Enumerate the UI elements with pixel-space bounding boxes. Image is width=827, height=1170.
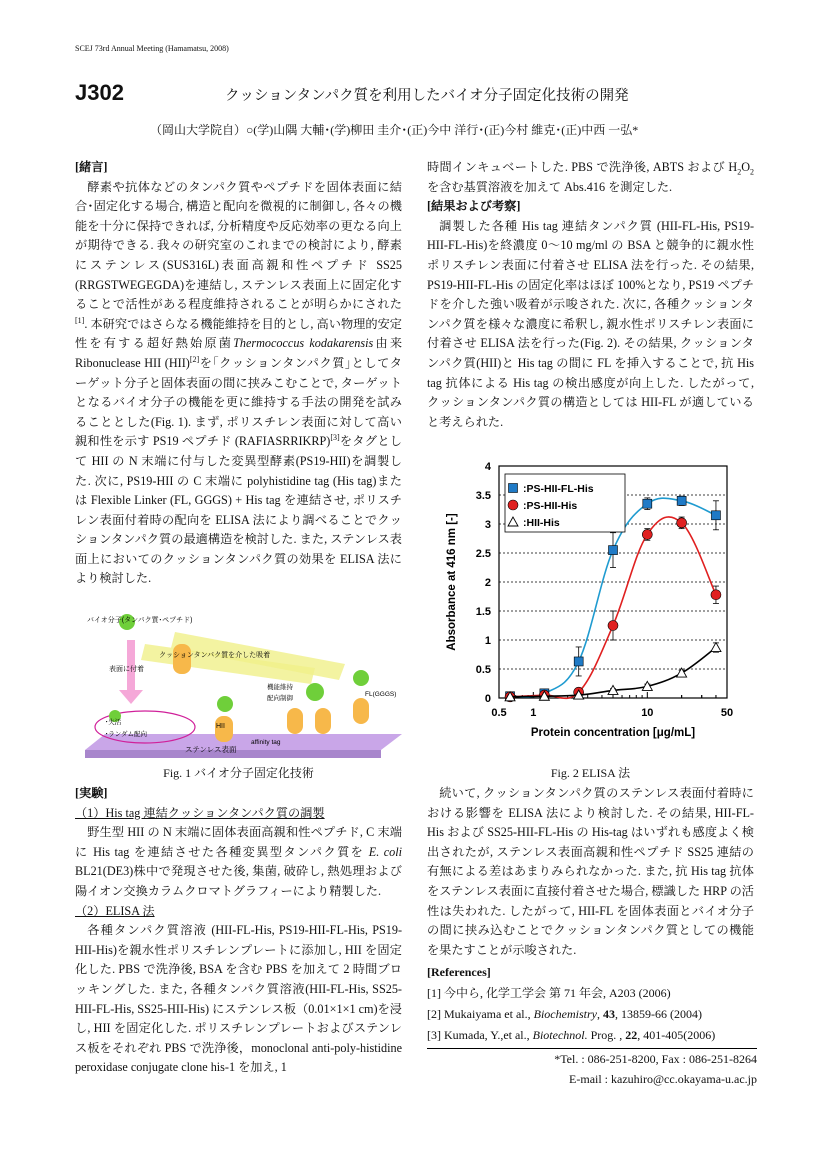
experiment-heading: [実験] [75,786,108,800]
y-tick-label: 1.5 [475,606,491,618]
intro-paragraph: 酵素や抗体などのタンパク質やペプチドを固体表面に結合･固定化する場合, 構造と配向を微視的に制御し, 各々の機能を十分に保持できれば, 分析精度や反応効率の更なる向上が期待できる. 我々の研究室のこれまでの検討により, 酵素にステンレス(SUS316L)表面高親和性ペプチド SS25 (RRGSTWEGEGDA)を連結し, ステンレス表面上に固定化することで活性がある程度維持されることが明らかにされた[1]. 本研究ではさらなる機能維持を目的とし, 高い物理的安定性を有する超好熱始原菌Thermococcus kodakarensis由来 Ribonuclease HII (HII)[2]を｢クッションタンパク質｣としてターゲット分子と固体表面の間に挟みこむことで, ターゲットとなるバイオ分子の機能を更に維持する手法の開発を試みることとした(Fig. 1). まず, ポリスチレン表面に対して高い親和性を示す PS19 ペプチド (RAFIASRRIKRP)[3]をタグとして HII の N 末端に付与した変異型酵素(PS19-HII)を調製した. 次に, PS19-HII の C 末端に polyhistidine tag (His tag)または Flexible Linker (FL, GGGS) + His tag を連結させ, ポリスチレン表面付着時の配向を ELISA 法により調べることでクッションタンパク質の最適構造を検討した. また, ステンレス表面上においてのクッションタンパク質の効果を ELISA 法により検討した. [75,179,403,586]
fig1-label-random: ･ランダム配向 [105,731,147,738]
experiment-section [75,784,402,1078]
author-line: （岡山大学院自）○(学)山隅 大輔･(学)柳田 圭介･(正)今中 洋行･(正)今村 維克･(正)中西 一弘* [150,123,639,137]
y-tick-label: 1 [484,635,491,647]
fig1-label-hii: HII [216,723,225,730]
right-column-bottom [427,784,754,960]
experiment-subheading-2: （2）ELISA 法 [75,903,155,918]
fig1-label-stainless: ステンレス表面 [185,745,237,754]
fig1-label-cushion: クッションタンパク質を介した吸着 [159,652,271,659]
right-column-top [427,158,754,432]
reference-2: [2] Mukaiyama et al., Biochemistry, 43, 13859-66 (2004) [427,1007,702,1021]
contact-tel-fax: *Tel. : 086-251-8200, Fax : 086-251-8264 [554,1052,757,1066]
experiment-paragraph-2: 各種タンパク質溶液 (HII-FL-His, PS19-HII-FL-His, PS19-HII-His)を親水性ポリスチレンプレートに添加し, HII を固定化した. PBS で洗浄後, BSA を含む PBS を加えて 2 時間ブロッキングした. また, 各種タンパク質溶液(HII-FL-His, SS25-HII-FL-His, SS25-HII-His) にステンレス板（0.01×1×1 cm)を浸し, HII を固定化した. ポリスチレンプレートおよびステンレス板をそれぞれ PBS で洗浄後，monoclonal anti-poly-histidine peroxidase conjugate clone his-1 を加え, 1 [75,923,402,1075]
fig1-label-fl: FL(GGGS) [365,691,397,698]
legend-label: :PS-HII-His [523,500,578,512]
x-tick-label: 10 [641,707,654,719]
data-point [643,499,652,508]
fig1-label-attach: 表面に付着 [109,666,144,673]
data-point [642,529,652,539]
y-axis-label: Absorbance at 416 nm [-] [446,513,458,651]
legend-label: :PS-HII-FL-His [523,483,594,495]
figure-1-caption: Fig. 1 バイオ分子固定化技術 [163,766,314,780]
y-tick-label: 4 [484,461,491,473]
y-tick-label: 2 [484,577,491,589]
data-point [711,511,720,520]
fig1-label-orient: 配向制御 [267,695,293,702]
legend-marker [508,500,518,510]
x-tick-label: 50 [720,707,734,719]
abstract-code: J302 [75,80,124,105]
fig1-label-loss: ･失活 [105,719,122,726]
data-point [677,518,687,528]
elisa-continuation: 時間インキュベートした. PBS で洗浄後, ABTS および $H_2O_2$を含む基質溶液を加えて Abs.416 を測定した. [427,160,754,194]
legend-marker [509,484,518,493]
fig1-label-biomolecule: バイオ分子(タンパク質･ペプチド) [87,617,193,624]
data-point [711,590,721,600]
y-tick-label: 3 [484,519,491,531]
y-tick-label: 3.5 [475,490,491,502]
data-point [711,643,721,652]
data-point [609,546,618,555]
results-paragraph-2: 続いて, クッションタンパク質のステンレス表面付着時における影響を ELISA 法により検討した. その結果, HII-FL-His および SS25-HII-FL-His の His-tag はいずれも感度よく検出されたが, ステンレス表面高親和性ペプチド SS25 連結の有無による差はあまりみられなかった. また, 抗 His tag 抗体をステンレス表面に直接付着させた場合, 標識した HRP の活性は失われた. したがって, HII-FL を固体表面とバイオ分子の間に挟み込むことでクッションタンパク質としての機能を果たすことが示唆された. [427,786,754,957]
data-point [574,657,583,666]
x-tick-label: 1 [530,707,537,719]
y-tick-label: 0.5 [475,664,491,676]
results-paragraph-1: 調製した各種 His tag 連結タンパク質 (HII-FL-His, PS19-HII-FL-His)を終濃度 0～10 mg/ml の BSA と競争的に親水性ポリスチレン表面に付着させ ELISA 法を行った. その結果, PS19-HII-FL-His の固定化率はほぼ 100%となり, PS19 ペプチドを介した強い吸着が示唆された. 次に, 各種クッションタンパク質を様々な濃度に希釈し, 親水性ポリスチレン表面に付着させ ELISA 法を行った(Fig. 2). その結果, クッションタンパク質(HII)と His tag の間に FL を挿入することで, 抗 His tag 抗体による His tag の検出感度が向上した. したがって, クッションタンパク質の構造としては HII-FL が適していると考えられた. [427,218,754,429]
results-heading: [結果および考察] [427,199,521,214]
organism-name: Thermococcus kodakarensis [233,336,374,351]
figure-1-diagram [75,604,402,762]
x-tick-label: 0.5 [491,707,507,719]
citation: [1] [75,315,85,325]
data-point [677,668,687,677]
figure-2-caption: Fig. 2 ELISA 法 [550,766,631,780]
intro-section [75,158,402,589]
data-point [677,496,686,505]
citation: [3] [330,433,340,443]
fig1-label-maintain: 機能維持 [267,684,293,691]
x-axis-label: Protein concentration [μg/mL] [530,727,696,739]
ecoli-name: E. coli [368,844,402,859]
paper-title: クッションタンパク質を利用したバイオ分子固定化技術の開発 [225,88,629,104]
legend-label: :HII-His [523,517,560,529]
references-heading: [References] [427,965,491,979]
experiment-subheading-1: （1）His tag 連結クッションタンパク質の調製 [75,805,325,820]
fig1-label-affinity: affinity tag [251,739,281,746]
experiment-paragraph-1: 野生型 HII の N 末端に固体表面高親和性ペプチド, C 末端に His tag を連結させた各種変異型タンパク質を E. coli BL21(DE3)株中で発現させた後, 集菌, 破砕し, 熱処理および陽イオン交換カラムクロマトグラフィーにより精製した. [75,825,402,898]
data-point [608,621,618,631]
y-tick-label: 0 [484,693,491,705]
references-section [427,962,757,1089]
reference-3: [3] Kumada, Y.,et al., Biotechnol. Prog. , 22, 401-405(2006) [427,1028,716,1042]
figure-2-chart [437,452,757,772]
conference-name: SCEJ 73rd Annual Meeting (Hamamatsu, 2008) [75,44,229,53]
contact-email: E-mail : kazuhiro@cc.okayama-u.ac.jp [569,1072,757,1086]
citation: [2] [189,354,200,364]
reference-1: [1] 今中ら, 化学工学会 第 71 年会, A203 (2006) [427,986,671,1000]
y-tick-label: 2.5 [475,548,491,560]
intro-heading: [緒言] [75,160,108,174]
